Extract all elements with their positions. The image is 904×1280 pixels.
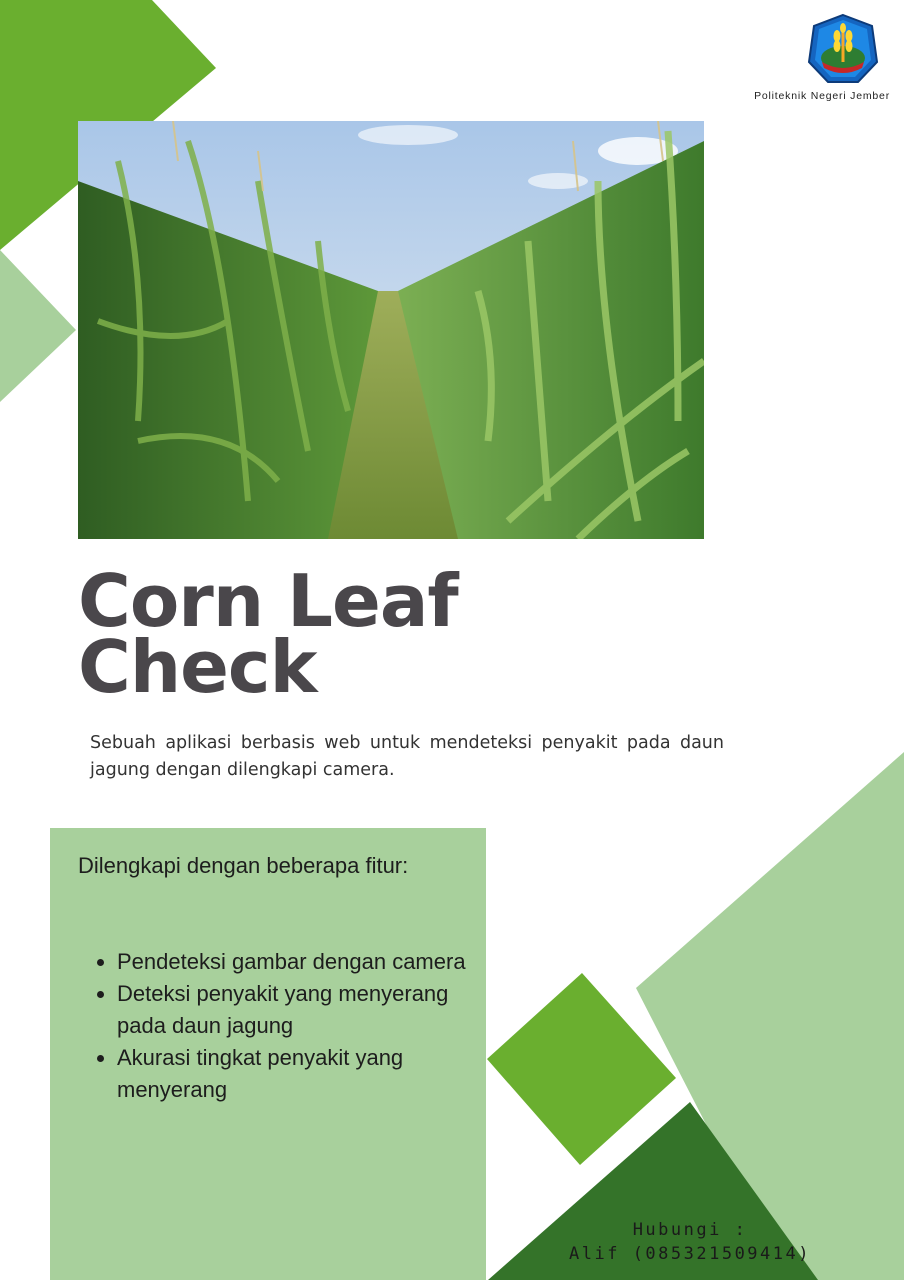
corn-field-photo <box>78 121 704 539</box>
institution-name: Politeknik Negeri Jember <box>754 90 890 102</box>
list-item: • Deteksi penyakit yang menyerang pada daun jagung <box>117 978 467 1042</box>
features-heading: Dilengkapi dengan beberapa fitur: <box>78 853 409 878</box>
contact-value: Alif (085321509414) <box>569 1244 811 1264</box>
title-line-2: Check <box>78 625 317 709</box>
page-title <box>78 559 458 709</box>
contact-label: Hubungi : <box>632 1220 748 1240</box>
features-list <box>78 946 467 1106</box>
decor-triangle-left <box>0 250 76 402</box>
list-item: • Pendeteksi gambar dengan camera <box>117 946 467 978</box>
title-line-1: Corn Leaf <box>78 559 458 643</box>
list-item: • Akurasi tingkat penyakit yang menyerang <box>117 1042 467 1106</box>
institution-logo <box>806 12 880 86</box>
subtitle: Sebuah aplikasi berbasis web untuk mendeteksi penyakit pada daun jagung dengan dilengkapi camera. <box>90 733 724 780</box>
contact-block <box>520 1218 860 1266</box>
